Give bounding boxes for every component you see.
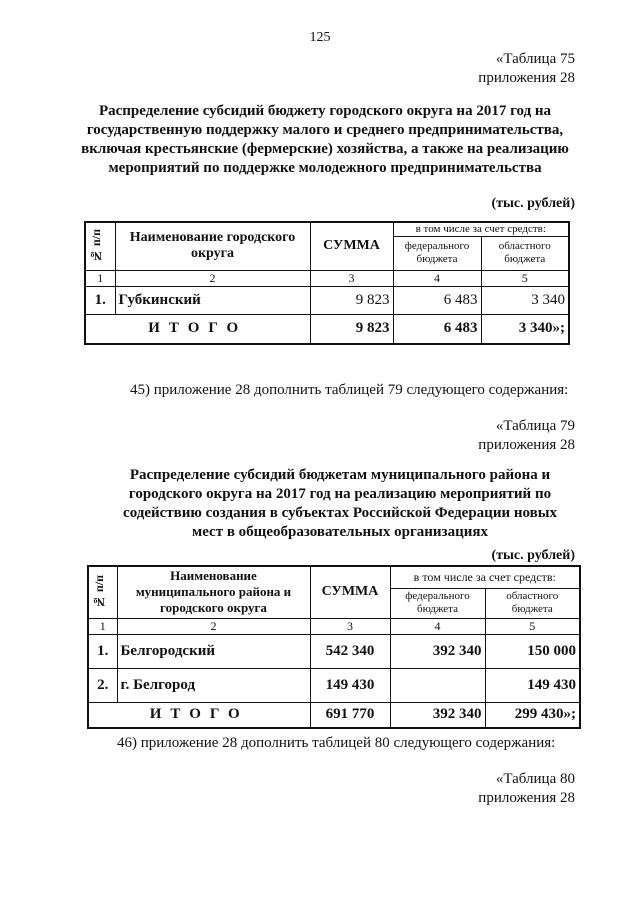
table75 — [84, 221, 570, 345]
table79-header-name: Наименование муниципального района и городского округа — [117, 566, 310, 618]
table79-colnum-row: 1 2 3 4 5 — [88, 618, 580, 634]
total-sum: 691 770 — [310, 702, 390, 728]
row-sum: 9 823 — [310, 286, 393, 314]
table79-total-row — [88, 702, 580, 728]
table80-reference — [380, 770, 575, 808]
row-sum: 149 430 — [310, 668, 390, 702]
table79-units: (тыс. рублей) — [491, 548, 575, 563]
table79-ref-line2: приложения 28 — [478, 437, 575, 453]
table75-ref-line1: «Таблица 75 — [495, 51, 575, 67]
table75-ref-line2: приложения 28 — [478, 70, 575, 86]
table79-title: Распределение субсидий бюджетам муниципального района и городского округа на 2017 год на реализацию мероприятий по содействию создания в субъектах Российской Федерации новых мест в общеобразовательных организациях — [123, 467, 557, 540]
table75-header-num: № п/п — [85, 222, 115, 270]
row-federal: 392 340 — [390, 634, 485, 668]
table79-header-regional: областного бюджета — [485, 588, 580, 618]
total-federal: 6 483 — [393, 314, 481, 344]
total-label: ИТОГО — [88, 702, 310, 728]
page-number: 125 — [309, 30, 331, 45]
row-num: 1. — [88, 634, 117, 668]
row-regional: 150 000 — [485, 634, 580, 668]
row-name: Губкинский — [115, 286, 310, 314]
table75-header-sum: СУММА — [310, 222, 393, 270]
table75-colnum-row: 1 2 3 4 5 — [85, 270, 569, 286]
table-row — [85, 286, 569, 314]
row-regional: 3 340 — [481, 286, 569, 314]
table79-header-incl: в том числе за счет средств: — [390, 566, 580, 588]
row-regional: 149 430 — [485, 668, 580, 702]
table-row — [88, 634, 580, 668]
table75-reference — [380, 50, 575, 88]
total-federal: 392 340 — [390, 702, 485, 728]
table75-header-name: Наименование городского округа — [115, 222, 310, 270]
table79-ref-line1: «Таблица 79 — [495, 418, 575, 434]
table75-header-incl: в том числе за счет средств: — [393, 222, 569, 236]
row-federal — [390, 668, 485, 702]
table80-ref-line1: «Таблица 80 — [495, 771, 575, 787]
table79-header-sum: СУММА — [310, 566, 390, 618]
row-name: г. Белгород — [117, 668, 310, 702]
row-federal: 6 483 — [393, 286, 481, 314]
total-sum: 9 823 — [310, 314, 393, 344]
total-label: ИТОГО — [85, 314, 310, 344]
table80-ref-line2: приложения 28 — [478, 790, 575, 806]
table75-total-row — [85, 314, 569, 344]
row-sum: 542 340 — [310, 634, 390, 668]
total-regional: 299 430»; — [485, 702, 580, 728]
table79-header-num: № п/п — [88, 566, 117, 618]
paragraph-46: 46) приложение 28 дополнить таблицей 80 следующего содержания: — [117, 735, 556, 751]
row-num: 2. — [88, 668, 117, 702]
row-name: Белгородский — [117, 634, 310, 668]
total-regional: 3 340»; — [481, 314, 569, 344]
table75-header-federal: федерального бюджета — [393, 236, 481, 270]
table79-reference — [380, 417, 575, 455]
row-num: 1. — [85, 286, 115, 314]
table75-title: Распределение субсидий бюджету городского округа на 2017 год на государственную поддержку малого и среднего предпринимательства, включая крестьянские (фермерские) хозяйства, а также на реализацию мероприятий по поддержке молодежного предпринимательства — [81, 103, 569, 176]
table75-header-regional: областного бюджета — [481, 236, 569, 270]
table79-header-federal: федерального бюджета — [390, 588, 485, 618]
paragraph-45: 45) приложение 28 дополнить таблицей 79 следующего содержания: — [130, 382, 569, 398]
table79 — [87, 565, 581, 729]
table-row — [88, 668, 580, 702]
table75-units: (тыс. рублей) — [491, 196, 575, 211]
